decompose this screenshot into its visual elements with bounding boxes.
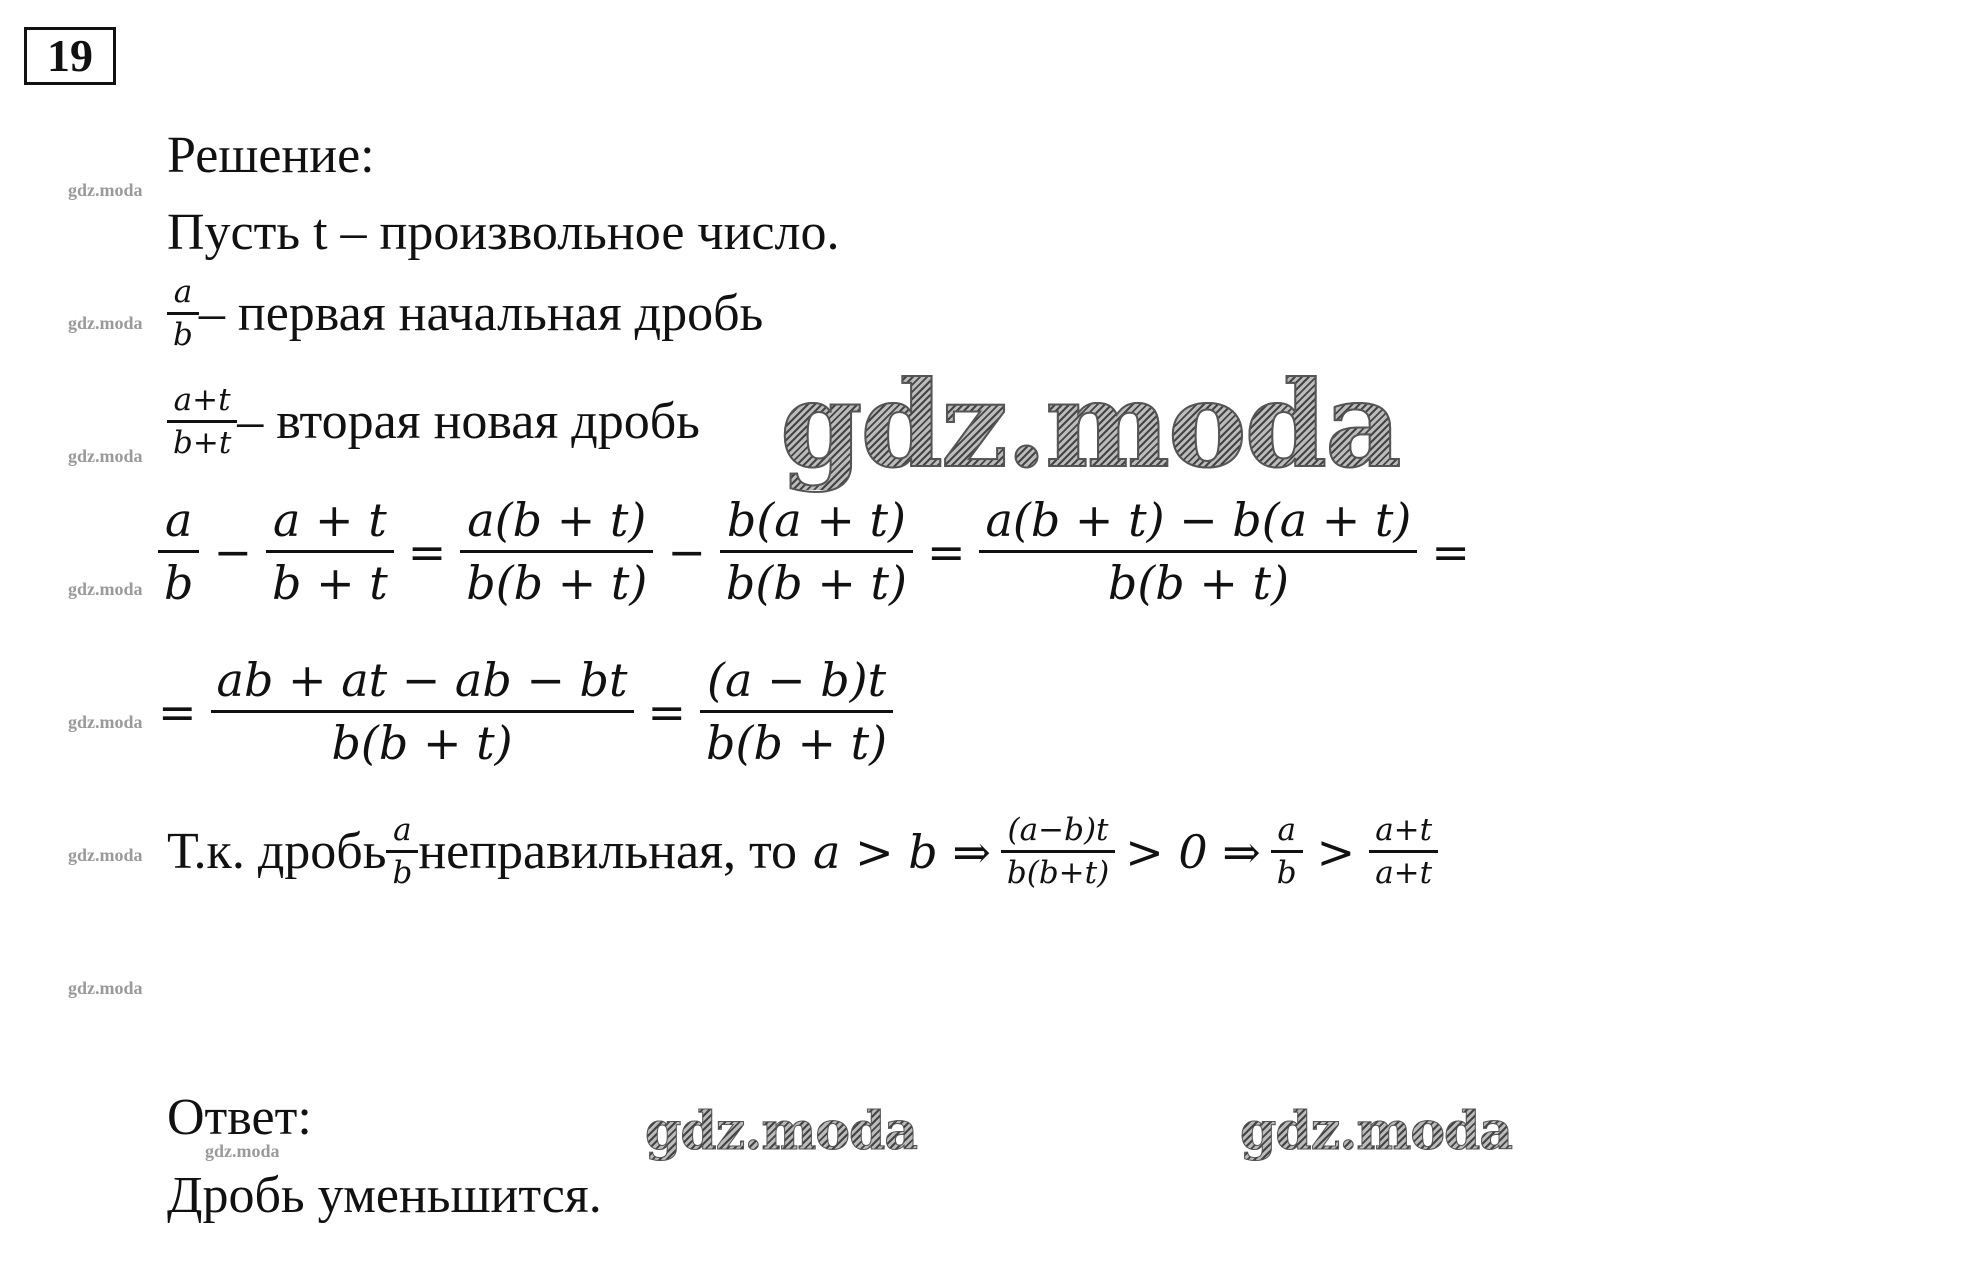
first-fraction-text: – первая начальная дробь [198, 284, 764, 342]
minus-sign: − [667, 524, 706, 579]
equation-line-2 [158, 650, 893, 773]
fraction: $\frac{a+t}{a+t}$ [1369, 810, 1438, 893]
inequality: > 0 ⇒ [1125, 824, 1261, 879]
fraction: $\frac{a}{b}$ [158, 490, 199, 613]
fraction: $\frac{a}{b}$ [1271, 810, 1303, 893]
second-fraction-text: – вторая новая дробь [237, 392, 700, 450]
equation-line-1 [158, 490, 1484, 613]
problem-number: 19 [24, 27, 116, 85]
answer-text: Дробь уменьшится. [167, 1167, 602, 1224]
solution-heading: Решение: [167, 127, 375, 184]
watermark-small: gdz.moda [68, 978, 143, 998]
fraction: $\frac{a}{b}$ [167, 272, 199, 355]
answer-label: Ответ: [167, 1089, 312, 1146]
equals-sign: = [926, 524, 966, 579]
watermark-small: gdz.moda [68, 845, 143, 865]
watermark-medium: gdz.moda [645, 1101, 918, 1162]
equals-sign: = [647, 684, 687, 739]
fraction: $\frac{(a - b)t}{b(b + t)}$ [700, 650, 893, 773]
equals-sign: = [407, 524, 447, 579]
fraction: $\frac{a}{b}$ [386, 810, 418, 893]
minus-sign: − [213, 524, 252, 579]
let-statement: Пусть t – произвольное число. [167, 204, 840, 261]
watermark-large: gdz.moda [780, 355, 1400, 494]
fraction: $\frac{a + t}{b + t}$ [266, 490, 394, 613]
fraction: $\frac{a(b + t) - b(a + t)}{b(b + t)}$ [979, 490, 1417, 613]
watermark-small: gdz.moda [68, 712, 143, 732]
second-fraction-line [167, 380, 700, 463]
fraction: $\frac{(a-b)t}{b(b+t)}$ [1001, 810, 1115, 893]
inequality: a > b ⇒ [813, 824, 991, 879]
watermark-small: gdz.moda [68, 180, 143, 200]
fraction: $\frac{a+t}{b+t}$ [167, 380, 237, 463]
conclusion-text: Т.к. дробь [167, 822, 387, 880]
greater-sign: > [1316, 824, 1356, 879]
watermark-medium: gdz.moda [1240, 1101, 1513, 1162]
fraction: $\frac{a(b + t)}{b(b + t)}$ [460, 490, 653, 613]
fraction: $\frac{b(a + t)}{b(b + t)}$ [720, 490, 913, 613]
watermark-small: gdz.moda [68, 446, 143, 466]
watermark-small: gdz.moda [68, 313, 143, 333]
fraction: $\frac{ab + at - ab - bt}{b(b + t)}$ [211, 650, 634, 773]
conclusion-text: неправильная, то [418, 822, 798, 880]
watermark-small: gdz.moda [205, 1141, 280, 1161]
watermark-small: gdz.moda [68, 579, 143, 599]
first-fraction-line [167, 272, 763, 355]
equals-sign: = [1431, 524, 1470, 579]
conclusion-line [167, 810, 1438, 893]
equals-sign: = [158, 684, 197, 739]
